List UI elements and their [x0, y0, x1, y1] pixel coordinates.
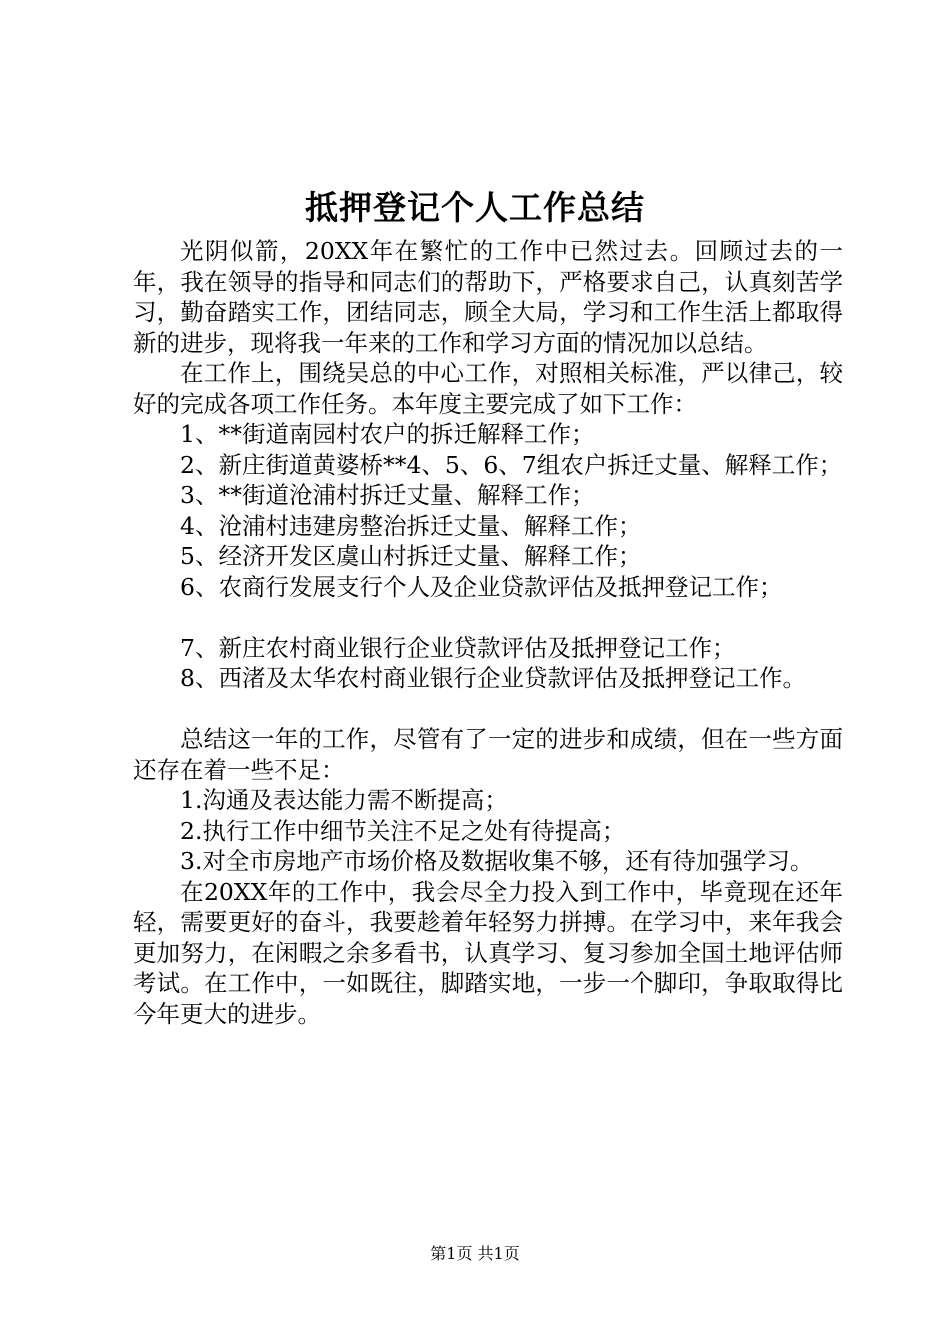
document-title: 抵押登记个人工作总结: [305, 188, 645, 227]
blank-line: [133, 694, 843, 725]
work-summary-paragraph: 在工作上，围绕吴总的中心工作，对照相关标准，严以律己，较好的完成各项工作任务。本年度主要完成了如下工作：: [133, 359, 843, 418]
work-item-3: 3、**街道沧浦村拆迁丈量、解释工作；: [180, 481, 595, 509]
shortcoming-item-1: 1.沟通及表达能力需不断提高；: [180, 786, 508, 814]
shortcoming-item-3: 3.对全市房地产市场价格及数据收集不够，还有待加强学习。: [180, 847, 814, 875]
work-item-4: 4、沧浦村违建房整治拆迁丈量、解释工作；: [180, 511, 642, 540]
work-item-7: 7、新庄农村商业银行企业贷款评估及抵押登记工作；: [180, 633, 736, 662]
page-footer: 第1页 共1页: [430, 1244, 520, 1263]
shortcoming-item-2: 2.执行工作中细节关注不足之处有待提高；: [180, 816, 626, 845]
outlook-paragraph: 在20XX年的工作中，我会尽全力投入到工作中，毕竟现在还年轻，需要更好的奋斗，我要趁着年轻努力拼搏。在学习中，来年我会更加努力，在闲暇之余多看书，认真学习、复习参加全国土地评估师考试。在工作中，一如既往，脚踏实地，一步一个脚印，争取取得比今年更大的进步。: [133, 877, 843, 1028]
blank-line: [133, 602, 843, 633]
document-body: [133, 236, 843, 1029]
work-item-8: 8、西渚及太华农村商业银行企业贷款评估及抵押登记工作。: [180, 664, 806, 692]
intro-paragraph: 光阴似箭，20XX年在繁忙的工作中已然过去。回顾过去的一年，我在领导的指导和同志们的帮助下，严格要求自己，认真刻苦学习，勤奋踏实工作，团结同志，顾全大局，学习和工作生活上都取得新的进步，现将我一年来的工作和学习方面的情况加以总结。: [133, 237, 843, 357]
shortcomings-paragraph: 总结这一年的工作，尽管有了一定的进步和成绩，但在一些方面还存在着一些不足：: [133, 725, 843, 784]
work-item-5: 5、经济开发区虞山村拆迁丈量、解释工作；: [180, 542, 642, 570]
work-item-6: 6、农商行发展支行个人及企业贷款评估及抵押登记工作；: [180, 572, 783, 601]
work-item-1: 1、**街道南园村农户的拆迁解释工作；: [180, 420, 595, 448]
work-item-2: 2、新庄街道黄婆桥**4、5、6、7组农户拆迁丈量、解释工作；: [180, 450, 843, 479]
